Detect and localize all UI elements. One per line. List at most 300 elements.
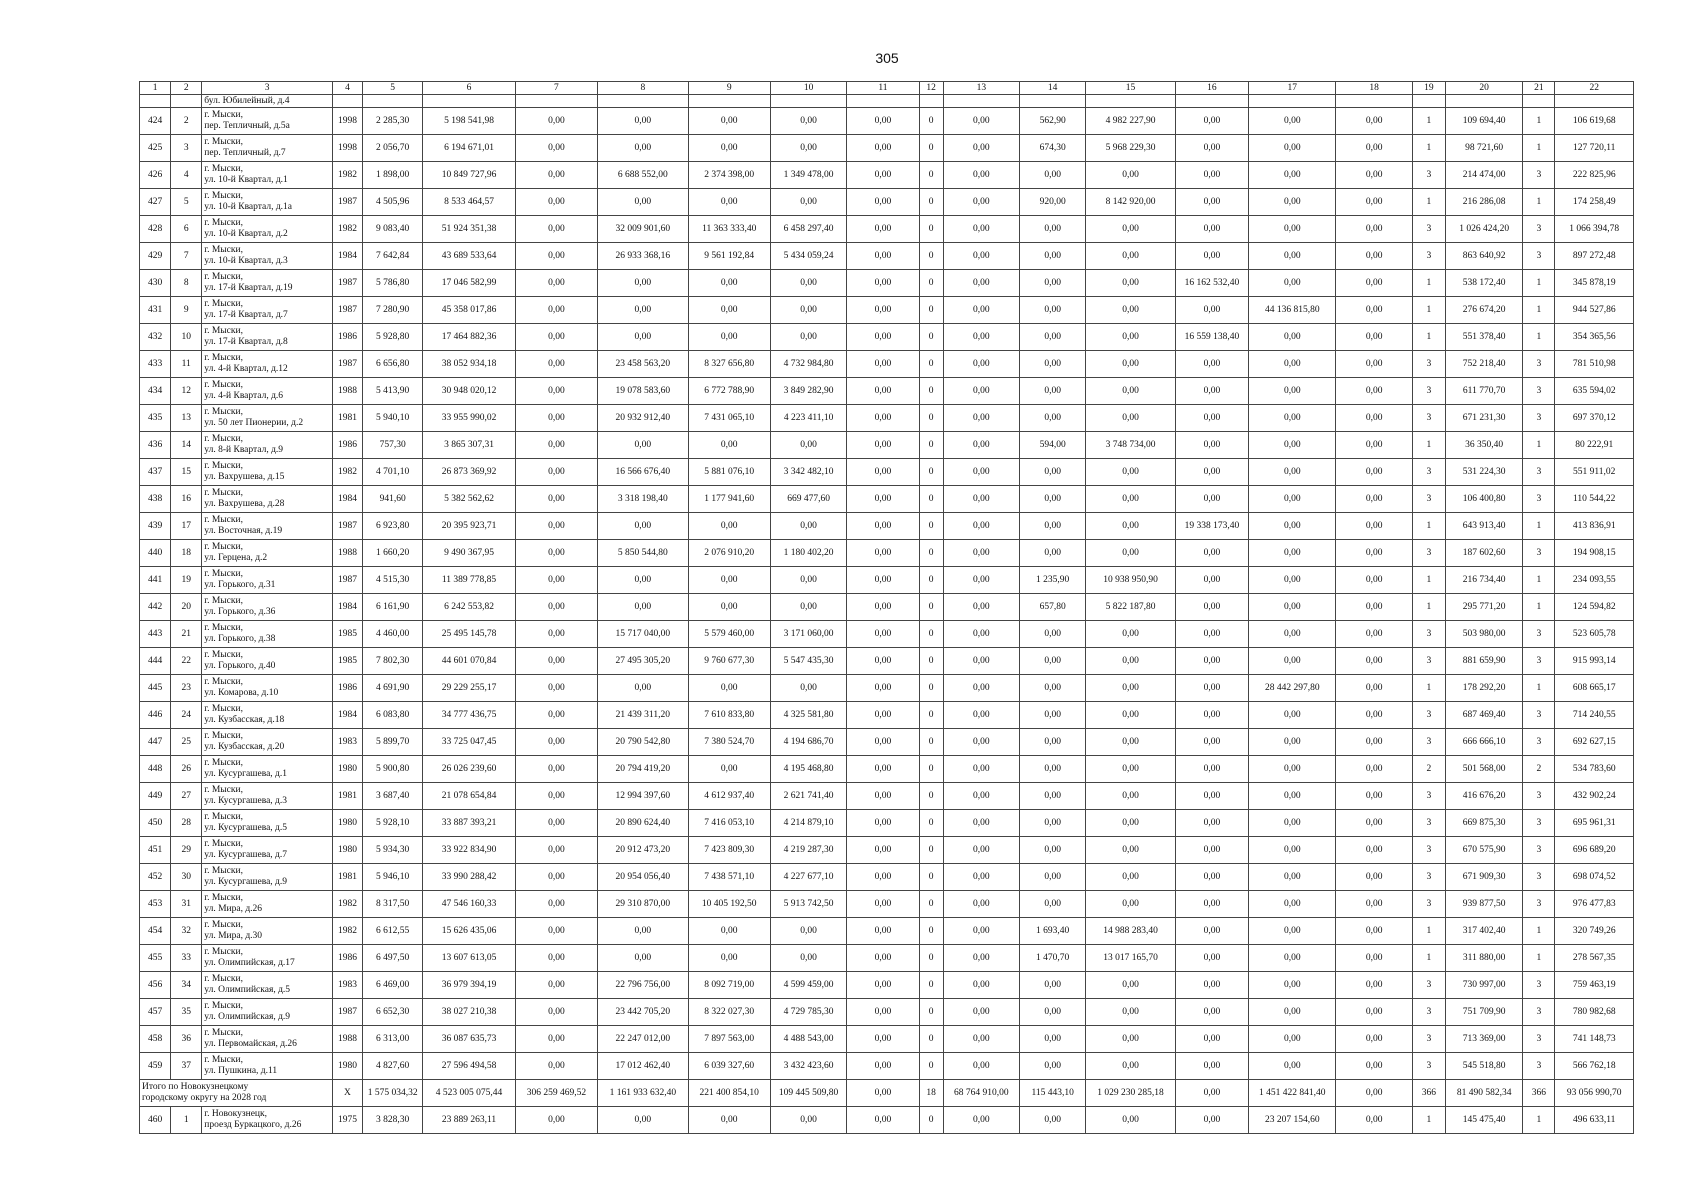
cell-c17: 44 136 815,80 [1249, 297, 1336, 324]
cell-c5: 6 497,50 [363, 945, 423, 972]
address-line-1: г. Мыски, [204, 1055, 243, 1065]
cell-c16: 0,00 [1175, 108, 1248, 135]
cell-c6: 27 596 494,58 [423, 1053, 515, 1080]
address-cell [202, 243, 333, 270]
index-cell: 34 [171, 972, 202, 999]
cell-c9: 0,00 [688, 756, 770, 783]
cell-c22: 1 066 394,78 [1555, 216, 1634, 243]
cell-c22: 523 605,78 [1555, 621, 1634, 648]
cell-c11: 0,00 [847, 513, 919, 540]
cell-c15: 3 748 734,00 [1086, 432, 1175, 459]
cell-c17: 0,00 [1249, 270, 1336, 297]
address-cell [202, 135, 333, 162]
table-row [140, 189, 1634, 216]
cell-c16: 0,00 [1175, 189, 1248, 216]
cell-c4: 1988 [332, 540, 362, 567]
table-row [140, 270, 1634, 297]
cell-c5: 5 946,10 [363, 864, 423, 891]
table-row [140, 216, 1634, 243]
cell-c15: 4 982 227,90 [1086, 108, 1175, 135]
row-number-cell: 424 [140, 108, 171, 135]
cell-c7: 0,00 [515, 216, 597, 243]
table-row [140, 297, 1634, 324]
cell-c7: 0,00 [515, 729, 597, 756]
cell-c4: 1985 [332, 621, 362, 648]
cell-c15: 0,00 [1086, 459, 1175, 486]
cell-c11: 0,00 [847, 162, 919, 189]
cell-c7: 0,00 [515, 675, 597, 702]
address-line-2: ул. 17-й Квартал, д.8 [204, 337, 288, 347]
address-line-2: ул. 4-й Квартал, д.6 [204, 391, 284, 401]
cell-c10: 0,00 [770, 270, 846, 297]
cell-c16: 0,00 [1175, 297, 1248, 324]
cell-c11: 0,00 [847, 621, 919, 648]
cell-c13: 0,00 [943, 243, 1019, 270]
cell-c4: 1984 [332, 594, 362, 621]
cell-c4: 1981 [332, 864, 362, 891]
row-number-cell: 430 [140, 270, 171, 297]
row-number-cell: 454 [140, 918, 171, 945]
address-line-1: г. Мыски, [204, 326, 243, 336]
row-number-cell: 445 [140, 675, 171, 702]
cell-c6: 33 725 047,45 [423, 729, 515, 756]
cell-c13: 0,00 [943, 270, 1019, 297]
table-row [140, 837, 1634, 864]
address-line-2: ул. Горького, д.38 [204, 634, 276, 644]
index-cell: 29 [171, 837, 202, 864]
index-cell: 17 [171, 513, 202, 540]
cell-c13: 0,00 [943, 621, 1019, 648]
cell-c18: 0,00 [1336, 162, 1412, 189]
cell-c15: 0,00 [1086, 1053, 1175, 1080]
cell-c17: 0,00 [1249, 378, 1336, 405]
cell-c11: 0,00 [847, 243, 919, 270]
cell-c16: 0,00 [1175, 783, 1248, 810]
cell-c5: 4 827,60 [363, 1053, 423, 1080]
cell-c21: 3 [1523, 783, 1555, 810]
total-cell-c11: 0,00 [847, 1080, 919, 1107]
row-number-cell: 429 [140, 243, 171, 270]
cell-c6: 30 948 020,12 [423, 378, 515, 405]
address-line-1: г. Новокузнецк, [204, 1109, 267, 1119]
cell-c6: 43 689 533,64 [423, 243, 515, 270]
cell-c7: 0,00 [515, 135, 597, 162]
column-header-18: 18 [1336, 82, 1412, 95]
total-cell-c17: 1 451 422 841,40 [1249, 1080, 1336, 1107]
cell-c15: 13 017 165,70 [1086, 945, 1175, 972]
cell-c13: 0,00 [943, 675, 1019, 702]
cell-c12: 0 [919, 351, 943, 378]
cell-c18: 0,00 [1336, 297, 1412, 324]
index-cell: 6 [171, 216, 202, 243]
continuation-row [140, 95, 1634, 108]
cell-c6: 23 889 263,11 [423, 1107, 515, 1134]
cell-c15: 0,00 [1086, 513, 1175, 540]
cell-c11: 0,00 [847, 675, 919, 702]
cell-c12: 0 [919, 891, 943, 918]
cell-c13: 0,00 [943, 378, 1019, 405]
cell-c21: 3 [1523, 378, 1555, 405]
cell-c15: 0,00 [1086, 972, 1175, 999]
cell-c7: 0,00 [515, 918, 597, 945]
cell-c21: 3 [1523, 1053, 1555, 1080]
cell-c6: 13 607 613,05 [423, 945, 515, 972]
index-cell: 7 [171, 243, 202, 270]
cell-c9: 0,00 [688, 567, 770, 594]
cell-c7: 0,00 [515, 162, 597, 189]
cell-c12: 0 [919, 918, 943, 945]
cell-c12: 0 [919, 837, 943, 864]
cell-c17: 23 207 154,60 [1249, 1107, 1336, 1134]
cell-c20: 178 292,20 [1445, 675, 1522, 702]
cell-c9: 0,00 [688, 324, 770, 351]
address-cell [202, 567, 333, 594]
cell-c6: 20 395 923,71 [423, 513, 515, 540]
cell-c7: 0,00 [515, 972, 597, 999]
address-line-2: пер. Тепличный, д.5а [204, 121, 290, 131]
index-cell: 20 [171, 594, 202, 621]
index-cell: 33 [171, 945, 202, 972]
cell-c8: 22 796 756,00 [598, 972, 688, 999]
cell-c8: 6 688 552,00 [598, 162, 688, 189]
cell-c4: 1983 [332, 729, 362, 756]
cell-c10: 0,00 [770, 594, 846, 621]
cell-c20: 98 721,60 [1445, 135, 1522, 162]
cell-c12: 0 [919, 1026, 943, 1053]
cell-c12: 0 [919, 243, 943, 270]
cell-c22: 127 720,11 [1555, 135, 1634, 162]
table-row [140, 702, 1634, 729]
cell-c10: 0,00 [770, 513, 846, 540]
cell-c22: 174 258,49 [1555, 189, 1634, 216]
cell-c10: 3 432 423,60 [770, 1053, 846, 1080]
cell-c7: 0,00 [515, 378, 597, 405]
cell-c18: 0,00 [1336, 459, 1412, 486]
cell-c8: 5 850 544,80 [598, 540, 688, 567]
address-line-1: г. Мыски, [204, 353, 243, 363]
cell-c17: 0,00 [1249, 1026, 1336, 1053]
cell-c20: 752 218,40 [1445, 351, 1522, 378]
cell-c18: 0,00 [1336, 486, 1412, 513]
cell-c21: 3 [1523, 486, 1555, 513]
cell-c9: 7 423 809,30 [688, 837, 770, 864]
cell-c8: 0,00 [598, 567, 688, 594]
address-line-2: ул. Пушкина, д.11 [204, 1066, 278, 1076]
cell-c7: 0,00 [515, 189, 597, 216]
cell-c13: 0,00 [943, 810, 1019, 837]
cell-c11: 0,00 [847, 1107, 919, 1134]
cell-c5: 5 928,10 [363, 810, 423, 837]
column-header-6: 6 [423, 82, 515, 95]
cell-c17: 0,00 [1249, 459, 1336, 486]
address-cell [202, 648, 333, 675]
index-cell: 11 [171, 351, 202, 378]
cell-c5: 7 642,84 [363, 243, 423, 270]
cell-c5: 3 828,30 [363, 1107, 423, 1134]
cell-c13: 0,00 [943, 432, 1019, 459]
cell-c4: 1985 [332, 648, 362, 675]
index-cell: 14 [171, 432, 202, 459]
row-number-cell: 434 [140, 378, 171, 405]
cell-c14: 1 235,90 [1020, 567, 1086, 594]
index-cell: 15 [171, 459, 202, 486]
cell-c14: 0,00 [1020, 162, 1086, 189]
total-label-cell [140, 1080, 333, 1107]
cell-c13: 0,00 [943, 756, 1019, 783]
cell-c22: 432 902,24 [1555, 783, 1634, 810]
cell-c22: 915 993,14 [1555, 648, 1634, 675]
address-cell [202, 918, 333, 945]
cell-c19: 3 [1412, 864, 1445, 891]
cell-c15: 0,00 [1086, 1026, 1175, 1053]
cell-c21: 1 [1523, 675, 1555, 702]
cell-c10: 4 194 686,70 [770, 729, 846, 756]
cell-c21: 1 [1523, 513, 1555, 540]
cell-c16: 0,00 [1175, 378, 1248, 405]
column-header-17: 17 [1249, 82, 1336, 95]
index-cell: 30 [171, 864, 202, 891]
total-cell-c4: X [332, 1080, 362, 1107]
cell-c20: 276 674,20 [1445, 297, 1522, 324]
cell-c10: 0,00 [770, 918, 846, 945]
cell-c11: 0,00 [847, 540, 919, 567]
cell-c13: 0,00 [943, 216, 1019, 243]
cell-c21: 1 [1523, 432, 1555, 459]
cell-c11: 0,00 [847, 945, 919, 972]
cell-c9: 0,00 [688, 189, 770, 216]
address-cell [202, 189, 333, 216]
cell-c17: 0,00 [1249, 621, 1336, 648]
row-number-cell: 427 [140, 189, 171, 216]
table-row [140, 324, 1634, 351]
cell-c6: 47 546 160,33 [423, 891, 515, 918]
total-cell-c7: 306 259 469,52 [515, 1080, 597, 1107]
cell-c19: 3 [1412, 459, 1445, 486]
cell-c6: 21 078 654,84 [423, 783, 515, 810]
cell-c21: 3 [1523, 999, 1555, 1026]
cell-c21: 3 [1523, 837, 1555, 864]
cell-c4: 1987 [332, 351, 362, 378]
cell-c4: 1982 [332, 891, 362, 918]
cell-c22: 698 074,52 [1555, 864, 1634, 891]
cell-c9: 7 438 571,10 [688, 864, 770, 891]
address-cell [202, 837, 333, 864]
cell-c22: 696 689,20 [1555, 837, 1634, 864]
address-line-1: г. Мыски, [204, 893, 243, 903]
cell-c21: 3 [1523, 810, 1555, 837]
address-cell [202, 486, 333, 513]
cell-c19: 3 [1412, 783, 1445, 810]
cell-c21: 3 [1523, 459, 1555, 486]
cell-c11: 0,00 [847, 567, 919, 594]
table-row [140, 1026, 1634, 1053]
cell-c6: 17 046 582,99 [423, 270, 515, 297]
cell-c6: 26 873 369,92 [423, 459, 515, 486]
index-cell: 28 [171, 810, 202, 837]
cell-c5: 6 612,55 [363, 918, 423, 945]
table-row [140, 405, 1634, 432]
address-line-2: ул. Кусургашева, д.9 [204, 877, 287, 887]
row-number-cell: 450 [140, 810, 171, 837]
cell-c18: 0,00 [1336, 108, 1412, 135]
cell-c17: 0,00 [1249, 243, 1336, 270]
column-header-9: 9 [688, 82, 770, 95]
cell-c17: 0,00 [1249, 999, 1336, 1026]
cell-c14: 674,30 [1020, 135, 1086, 162]
continuation-address: бул. Юбилейный, д.4 [202, 95, 333, 108]
cell-c19: 1 [1412, 135, 1445, 162]
cell-c22: 741 148,73 [1555, 1026, 1634, 1053]
row-number-cell: 437 [140, 459, 171, 486]
address-cell [202, 756, 333, 783]
cell-c9: 2 374 398,00 [688, 162, 770, 189]
cell-c16: 0,00 [1175, 1053, 1248, 1080]
address-line-1: г. Мыски, [204, 839, 243, 849]
cell-c7: 0,00 [515, 702, 597, 729]
column-header-7: 7 [515, 82, 597, 95]
address-cell [202, 864, 333, 891]
address-line-1: г. Мыски, [204, 812, 243, 822]
cell-c9: 2 076 910,20 [688, 540, 770, 567]
cell-c17: 0,00 [1249, 594, 1336, 621]
row-number-cell: 425 [140, 135, 171, 162]
table-row [140, 378, 1634, 405]
cell-c14: 0,00 [1020, 324, 1086, 351]
address-cell [202, 108, 333, 135]
cell-c11: 0,00 [847, 1026, 919, 1053]
index-cell: 35 [171, 999, 202, 1026]
address-line-1: г. Мыски, [204, 299, 243, 309]
cell-c12: 0 [919, 162, 943, 189]
cell-c10: 0,00 [770, 567, 846, 594]
cell-c16: 0,00 [1175, 972, 1248, 999]
cell-c4: 1982 [332, 918, 362, 945]
address-line-2: ул. 10-й Квартал, д.2 [204, 229, 288, 239]
row-number-cell: 438 [140, 486, 171, 513]
cell-c5: 6 923,80 [363, 513, 423, 540]
total-cell-c19: 366 [1412, 1080, 1445, 1107]
index-cell: 21 [171, 621, 202, 648]
index-cell: 18 [171, 540, 202, 567]
address-cell [202, 162, 333, 189]
cell-c18: 0,00 [1336, 189, 1412, 216]
cell-c7: 0,00 [515, 1053, 597, 1080]
row-number-cell: 436 [140, 432, 171, 459]
cell-c10: 669 477,60 [770, 486, 846, 513]
cell-c12: 0 [919, 486, 943, 513]
cell-c21: 1 [1523, 189, 1555, 216]
cell-c8: 20 890 624,40 [598, 810, 688, 837]
cell-c12: 0 [919, 648, 943, 675]
cell-c18: 0,00 [1336, 918, 1412, 945]
cell-c21: 1 [1523, 918, 1555, 945]
cell-c10: 3 171 060,00 [770, 621, 846, 648]
cell-c19: 3 [1412, 891, 1445, 918]
cell-c22: 781 510,98 [1555, 351, 1634, 378]
cell-c15: 0,00 [1086, 837, 1175, 864]
index-cell: 31 [171, 891, 202, 918]
cell-c13: 0,00 [943, 324, 1019, 351]
cell-c20: 751 709,90 [1445, 999, 1522, 1026]
cell-c19: 3 [1412, 540, 1445, 567]
cell-c17: 0,00 [1249, 864, 1336, 891]
address-line-2: ул. Олимпийская, д.17 [204, 958, 295, 968]
cell-c6: 45 358 017,86 [423, 297, 515, 324]
cell-c12: 0 [919, 999, 943, 1026]
cell-c10: 0,00 [770, 189, 846, 216]
cell-c8: 26 933 368,16 [598, 243, 688, 270]
cell-c16: 0,00 [1175, 243, 1248, 270]
cell-c18: 0,00 [1336, 351, 1412, 378]
index-cell: 1 [171, 1107, 202, 1134]
cell-c5: 2 056,70 [363, 135, 423, 162]
cell-c6: 9 490 367,95 [423, 540, 515, 567]
cell-c9: 7 416 053,10 [688, 810, 770, 837]
address-line-2: ул. Горького, д.31 [204, 580, 276, 590]
cell-c17: 0,00 [1249, 648, 1336, 675]
cell-c5: 5 928,80 [363, 324, 423, 351]
cell-c10: 0,00 [770, 324, 846, 351]
cell-c11: 0,00 [847, 405, 919, 432]
cell-c10: 4 219 287,30 [770, 837, 846, 864]
cell-c19: 1 [1412, 297, 1445, 324]
cell-c15: 0,00 [1086, 162, 1175, 189]
cell-c20: 503 980,00 [1445, 621, 1522, 648]
cell-c13: 0,00 [943, 702, 1019, 729]
table-row [140, 567, 1634, 594]
cell-c5: 757,30 [363, 432, 423, 459]
cell-c21: 3 [1523, 540, 1555, 567]
cell-c22: 608 665,17 [1555, 675, 1634, 702]
total-cell-c20: 81 490 582,34 [1445, 1080, 1522, 1107]
total-cell-c21: 366 [1523, 1080, 1555, 1107]
cell-c12: 0 [919, 540, 943, 567]
total-cell-c13: 68 764 910,00 [943, 1080, 1019, 1107]
address-cell [202, 891, 333, 918]
cell-c14: 0,00 [1020, 756, 1086, 783]
cell-c10: 6 458 297,40 [770, 216, 846, 243]
cell-c5: 5 934,30 [363, 837, 423, 864]
cell-c13: 0,00 [943, 486, 1019, 513]
cell-c11: 0,00 [847, 432, 919, 459]
address-line-1: г. Мыски, [204, 380, 243, 390]
table-row [140, 162, 1634, 189]
cell-c11: 0,00 [847, 864, 919, 891]
cell-c6: 17 464 882,36 [423, 324, 515, 351]
address-cell [202, 216, 333, 243]
column-header-8: 8 [598, 82, 688, 95]
total-cell-c16: 0,00 [1175, 1080, 1248, 1107]
cell-c7: 0,00 [515, 1026, 597, 1053]
cell-c14: 0,00 [1020, 675, 1086, 702]
cell-c20: 295 771,20 [1445, 594, 1522, 621]
cell-c21: 3 [1523, 621, 1555, 648]
cell-c9: 0,00 [688, 675, 770, 702]
cell-c4: 1984 [332, 486, 362, 513]
cell-c19: 1 [1412, 108, 1445, 135]
cell-c22: 234 093,55 [1555, 567, 1634, 594]
cell-c14: 594,00 [1020, 432, 1086, 459]
cell-c9: 0,00 [688, 594, 770, 621]
cell-c8: 19 078 583,60 [598, 378, 688, 405]
cell-c22: 413 836,91 [1555, 513, 1634, 540]
cell-c13: 0,00 [943, 1107, 1019, 1134]
cell-c17: 0,00 [1249, 918, 1336, 945]
address-line-1: г. Мыски, [204, 623, 243, 633]
cell-c19: 2 [1412, 756, 1445, 783]
cell-c15: 0,00 [1086, 999, 1175, 1026]
address-line-1: г. Мыски, [204, 677, 243, 687]
